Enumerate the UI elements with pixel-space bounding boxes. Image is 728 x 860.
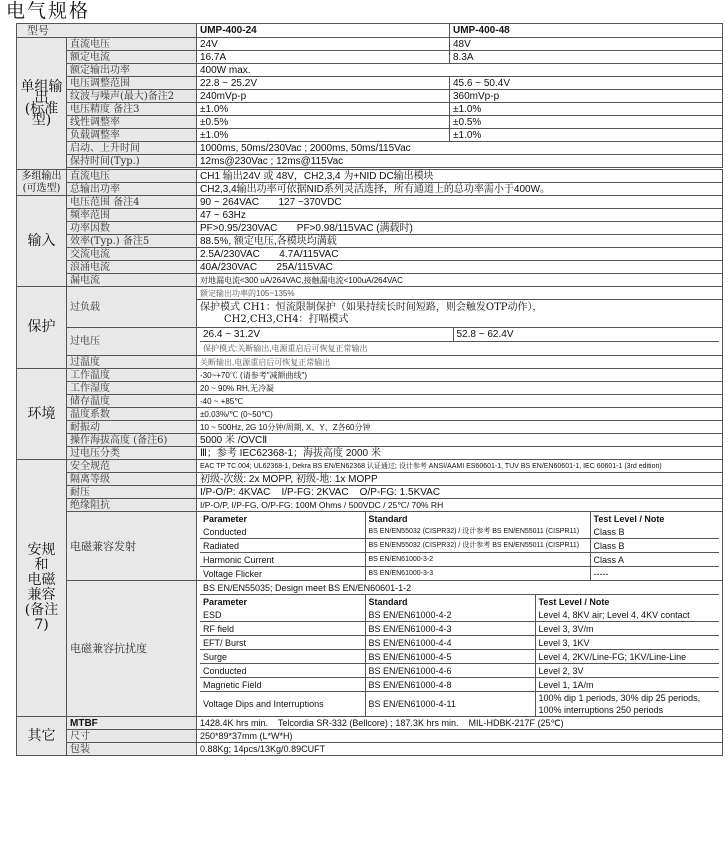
row-label: 工作温度 [67,369,197,382]
table-row [17,486,723,499]
table-row [17,196,723,209]
row-label: 过温度 [67,356,197,369]
table-row [17,395,723,408]
level-cell: Class A [590,553,719,567]
cell-value: 12ms@230Vac ; 12ms@115Vac [197,155,723,168]
standard-cell: BS EN/EN61000-4-3 [365,622,535,636]
cell-value: ±0.03%/℃ (0~50℃) [197,408,723,421]
group-others: 其它 [17,717,67,756]
cell-value: 90 ~ 264VAC 127 ~370VDC [197,196,723,209]
row-label: 浪涌电流 [67,261,197,274]
standard-cell: BS EN/EN61000-4-6 [365,664,535,678]
row-label: 负载调整率 [67,129,197,142]
table-row [17,743,723,756]
cell-value: 1428.4K hrs min. Telcordia SR-332 (Bellcore) ; 187.3K hrs min. MIL-HDBK-217F (25℃) [197,717,723,730]
row-label: 线性调整率 [67,116,197,129]
table-row [17,581,723,717]
cell-a: ±0.5% [197,116,450,129]
parameter-cell: Voltage Dips and Interruptions [200,692,365,717]
level-cell: Level 4, 8KV air; Level 4, 4KV contact [535,608,719,622]
parameter-cell: Conducted [200,664,365,678]
cell-a: 16.7A [197,51,450,64]
row-label: 额定输出功率 [67,64,197,77]
row-label: 电压精度 备注3 [67,103,197,116]
table-row [17,328,723,356]
standard-cell: BS EN/EN61000-3-3 [365,567,590,581]
table-row [200,608,719,622]
row-label: 纹波与噪声(最大)备注2 [67,90,197,103]
table-row [200,525,719,539]
cell-value: CH1 输出24V 或 48V，CH2,3,4 为+NID DC输出模块 [197,170,723,183]
parameter-cell: Conducted [200,525,365,539]
row-label: 交流电流 [67,248,197,261]
standard-cell: BS EN/EN61000-4-5 [365,650,535,664]
table-row [17,183,723,196]
overvoltage-table [200,328,719,355]
table-row [200,567,719,581]
parameter-cell: Magnetic Field [200,678,365,692]
row-label: 效率(Typ.) 备注5 [67,235,197,248]
standard-cell: BS EN/EN55032 (CISPR32) / 设计参考 BS EN/EN55011 (CISPR11) [365,539,590,553]
level-cell: Level 2, 3V [535,664,719,678]
table-row [17,64,723,77]
model-a: UMP-400-24 [197,24,450,38]
cell-value: 初级-次级: 2x MOPP, 初级-地: 1x MOPP [197,473,723,486]
table-row [17,369,723,382]
table-row [17,287,723,300]
table-row [17,235,723,248]
cell-value: 400W max. [197,64,723,77]
table-row [17,77,723,90]
cell-value: 额定输出功率的105~135% [197,287,723,300]
group-input: 输入 [17,196,67,287]
cell-value: PF>0.95/230VAC PF>0.98/115VAC (满载时) [197,222,723,235]
overload-mode-line2: CH2,CH3,CH4：打嗝模式 [224,313,349,325]
table-row [17,248,723,261]
cell-value: CH2,3,4输出功率可依据NID系列灵活选择，所有通道上的总功率需小于400W。 [197,183,723,196]
emission-cell [197,512,723,581]
level-cell: Level 1, 1A/m [535,678,719,692]
immunity-header-level: Test Level / Note [538,596,610,607]
row-label: 过负载 [67,287,197,328]
cell-b: ±0.5% [450,116,723,129]
row-label: 绝缘阻抗 [67,499,197,512]
spec-table [16,23,723,756]
parameter-cell: Harmonic Current [200,553,365,567]
cell-a: 240mVp-p [197,90,450,103]
table-row [17,460,723,473]
level-cell: Level 4, 2KV/Line-FG; 1KV/Line-Line [535,650,719,664]
cell-a: 26.4 ~ 31.2V [200,328,453,342]
row-label: 隔离等级 [67,473,197,486]
table-row [17,142,723,155]
table-row [17,717,723,730]
cell-b: ±1.0% [450,103,723,116]
table-row [200,664,719,678]
cell-a: 22.8 ~ 25.2V [197,77,450,90]
row-label: 过电压分类 [67,447,197,460]
immunity-header-standard: Standard [365,595,535,609]
table-row [200,692,719,717]
table-row [17,90,723,103]
group-protection: 保护 [17,287,67,369]
cell-value: 10 ~ 500Hz, 2G 10分钟/周期, X、Y、Z各60分钟 [197,421,723,434]
emission-header-parameter: Parameter [200,512,365,525]
cell-value: 40A/230VAC 25A/115VAC [197,261,723,274]
table-row [17,512,723,581]
level-cell: Class B [590,539,719,553]
parameter-cell: Surge [200,650,365,664]
cell-value: 2.5A/230VAC 4.7A/115VAC [197,248,723,261]
table-row [200,650,719,664]
cell-value: 47 ~ 63Hz [197,209,723,222]
row-label: 电压调整范围 [67,77,197,90]
cell-a: 24V [197,38,450,51]
group-safety: 安规 和 电磁 兼容 (备注7) [17,460,67,717]
level-cell: Level 3, 1KV [535,636,719,650]
row-label: 工作湿度 [67,382,197,395]
parameter-cell: EFT/ Burst [200,636,365,650]
cell-value: 20 ~ 90% RH,无冷凝 [197,382,723,395]
cell-value: 对地漏电流<300 uA/264VAC,接触漏电流<100uA/264VAC [197,274,723,287]
cell-value: -30~+70℃ (请参考"减额曲线") [197,369,723,382]
overvoltage-cell [197,328,723,356]
row-label: 功率因数 [67,222,197,235]
table-row [17,473,723,486]
row-label: 耐压 [67,486,197,499]
row-label: 直流电压 [67,38,197,51]
standard-cell: BS EN/EN61000-4-4 [365,636,535,650]
row-label: 保持时间(Typ.) [67,155,197,168]
model-b: UMP-400-48 [450,24,723,38]
cell-b: 360mVp-p [450,90,723,103]
cell-a: ±1.0% [197,129,450,142]
table-row [17,421,723,434]
overvoltage-note: 保护模式:关断输出,电源重启后可恢复正常输出 [203,343,368,353]
row-label: 额定电流 [67,51,197,64]
page-title: 电气规格 [6,0,91,22]
group-multi: 多组输出 (可选型) [17,170,67,196]
standard-cell: BS EN/EN61000-4-11 [365,692,535,717]
table-row [17,209,723,222]
table-row [17,382,723,395]
standard-cell: BS EN/EN55032 (CISPR32) / 设计参考 BS EN/EN55011 (CISPR11) [365,525,590,539]
row-label: 频率范围 [67,209,197,222]
row-label: 温度系数 [67,408,197,421]
table-row [17,129,723,142]
table-row [17,38,723,51]
row-label: 漏电流 [67,274,197,287]
table-row [17,274,723,287]
standard-cell: BS EN/EN61000-3-2 [365,553,590,567]
level-cell: 100% dip 1 periods, 30% dip 25 periods, 100% interruptions 250 periods [538,693,701,715]
level-cell: Level 3, 3V/m [535,622,719,636]
emission-header-level: Test Level / Note [593,513,665,524]
table-row [17,447,723,460]
row-label: 电压范围 备注4 [67,196,197,209]
cell-value: -40 ~ +85℃ [197,395,723,408]
parameter-cell: Radiated [200,539,365,553]
table-row [17,116,723,129]
cell-b: 45.6 ~ 50.4V [450,77,723,90]
cell-b: 8.3A [450,51,723,64]
cell-value: 250*89*37mm (L*W*H) [197,730,723,743]
parameter-cell: Voltage Flicker [200,567,365,581]
level-cell: Class B [590,525,719,539]
cell-value: I/P-O/P: 4KVAC I/P-FG: 2KVAC O/P-FG: 1.5KVAC [197,486,723,499]
cell-value: 0.88Kg; 14pcs/13Kg/0.89CUFT [197,743,723,756]
table-row [200,636,719,650]
group-output: 单组输出 (标准型) [17,38,67,170]
overload-mode-line1: 保护模式 CH1：恒流限制保护（如果持续长时间短路，则会触发OTP动作）， [200,301,543,313]
table-row [17,103,723,116]
cell-value: I/P-O/P, I/P-FG, O/P-FG: 100M Ohms / 500VDC / 25℃/ 70% RH [197,499,723,512]
parameter-cell: ESD [200,608,365,622]
row-label: 操作海拔高度 (备注6) [67,434,197,447]
table-row [17,434,723,447]
table-row [17,261,723,274]
table-row [17,408,723,421]
standard-cell: BS EN/EN61000-4-8 [365,678,535,692]
table-row [17,356,723,369]
table-row [17,499,723,512]
emission-header-standard: Standard [365,512,590,525]
row-label: 包装 [67,743,197,756]
group-environment: 环境 [17,369,67,460]
row-label: 储存温度 [67,395,197,408]
cell-a: ±1.0% [197,103,450,116]
cell-value: 5000 米 /OVCⅡ [197,434,723,447]
table-row [200,553,719,567]
immunity-header-parameter: Parameter [200,595,365,609]
overload-mode [197,300,723,328]
cell-value: 关断输出,电源重启后可恢复正常输出 [197,356,723,369]
emission-table [200,512,719,580]
table-row [17,222,723,235]
cell-value: EAC TP TC 004; UL62368-1, Dekra BS EN/EN62368 认证通过; 设计参考 ANSI/AAMI ES60601-1, TUV BS EN/EN60601-1, IEC 60601-1 (3rd edition) [197,460,723,473]
cell-b: 52.8 ~ 62.4V [453,328,719,342]
immunity-note: BS EN/EN55035; Design meet BS EN/EN60601-1-2 [200,581,719,595]
table-row [17,155,723,168]
model-label: 型号 [17,24,197,38]
standard-cell: BS EN/EN61000-4-2 [365,608,535,622]
cell-b: ±1.0% [450,129,723,142]
row-label: MTBF [67,717,197,730]
row-label: 电磁兼容抗扰度 [67,581,197,717]
row-label: 尺寸 [67,730,197,743]
model-row [17,24,723,38]
table-row [200,678,719,692]
cell-value: Ⅲ；参考 IEC62368-1；海拔高度 2000 米 [197,447,723,460]
row-label: 直流电压 [67,170,197,183]
cell-value: 88.5%, 额定电压,各模块均满载 [197,235,723,248]
immunity-table [200,581,719,716]
row-label: 过电压 [67,328,197,356]
parameter-cell: RF field [200,622,365,636]
row-label: 安全规范 [67,460,197,473]
row-label: 耐振动 [67,421,197,434]
level-cell: ----- [593,568,609,579]
table-row [17,51,723,64]
cell-b: 48V [450,38,723,51]
cell-value: 1000ms, 50ms/230Vac ; 2000ms, 50ms/115Vac [197,142,723,155]
table-row [17,730,723,743]
row-label: 电磁兼容发射 [67,512,197,581]
immunity-cell [197,581,723,717]
row-label: 启动、上升时间 [67,142,197,155]
table-row [17,170,723,183]
row-label: 总输出功率 [67,183,197,196]
table-row [200,622,719,636]
table-row [200,539,719,553]
